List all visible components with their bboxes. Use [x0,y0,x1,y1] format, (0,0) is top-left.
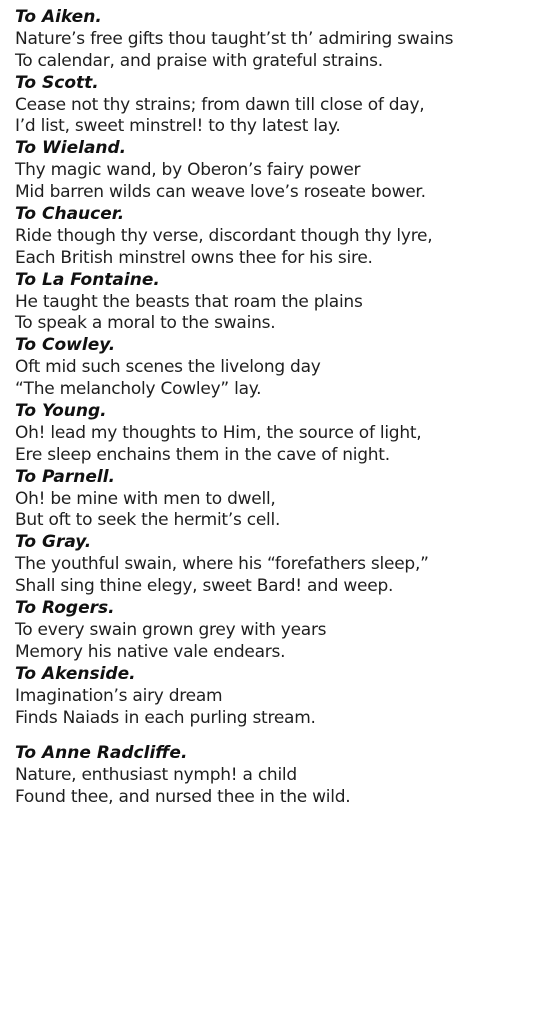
stanza-line: Nature’s free gifts thou taught’st th’ admiring swains [15,28,454,49]
stanza-line: But oft to seek the hermit’s cell. [15,510,281,531]
stanza-line: The youthful swain, where his “forefathers sleep,” [15,554,429,575]
stanza-rogers [15,598,547,664]
stanza-heading: To Chaucer. [15,204,125,225]
stanza-heading: To Wieland. [15,138,127,159]
stanza-line: Oh! be mine with men to dwell, [15,488,276,509]
stanza-line: Oh! lead my thoughts to Him, the source of light, [15,422,422,443]
stanza-line: He taught the beasts that roam the plains [15,291,363,312]
stanza-heading: To Rogers. [15,598,115,619]
stanza-heading: To Aiken. [15,7,102,27]
stanza-heading: To Cowley. [15,335,116,356]
stanza-parnell [15,467,547,533]
stanza-heading: To Akenside. [15,663,136,684]
stanza-heading: To Scott. [15,72,99,93]
stanza-line: Oft mid such scenes the livelong day [15,357,321,378]
stanza-line: “The melancholy Cowley” lay. [15,379,262,400]
stanza-heading: To Anne Radcliffe. [15,743,188,764]
stanza-line: Thy magic wand, by Oberon’s fairy power [15,160,361,181]
stanza-line: Found thee, and nursed thee in the wild. [15,787,351,808]
stanza-aiken [15,7,547,73]
stanza-line: Mid barren wilds can weave love’s roseate bower. [15,182,426,203]
stanza-gray [15,532,547,598]
stanza-line: I’d list, sweet minstrel! to thy latest lay. [15,116,341,137]
stanza-line: Finds Naiads in each purling stream. [15,707,316,728]
stanza-scott [15,73,547,139]
stanza-akenside [15,664,547,730]
stanza-heading: To Gray. [15,532,92,553]
stanza-line: Cease not thy strains; from dawn till close of day, [15,94,425,115]
poem-page [15,7,547,809]
stanza-line: Ere sleep enchains them in the cave of night. [15,444,390,465]
stanza-line: Nature, enthusiast nymph! a child [15,765,297,786]
stanza-heading: To La Fontaine. [15,269,160,290]
stanza-line: Imagination’s airy dream [15,685,223,706]
stanza-line: Ride though thy verse, discordant though thy lyre, [15,225,433,246]
stanza-anne-radcliffe [15,743,547,809]
stanza-heading: To Young. [15,401,107,422]
stanza-wieland [15,138,547,204]
stanza-line: Shall sing thine elegy, sweet Bard! and weep. [15,576,394,597]
stanza-heading: To Parnell. [15,466,115,487]
stanza-cowley [15,335,547,401]
stanza-line: Memory his native vale endears. [15,641,286,662]
stanza-chaucer [15,204,547,270]
stanza-line: To calendar, and praise with grateful strains. [15,50,383,71]
stanza-line: To speak a moral to the swains. [15,313,276,334]
stanza-la-fontaine [15,270,547,336]
stanza-line: To every swain grown grey with years [15,619,327,640]
stanza-line: Each British minstrel owns thee for his sire. [15,247,373,268]
stanza-young [15,401,547,467]
